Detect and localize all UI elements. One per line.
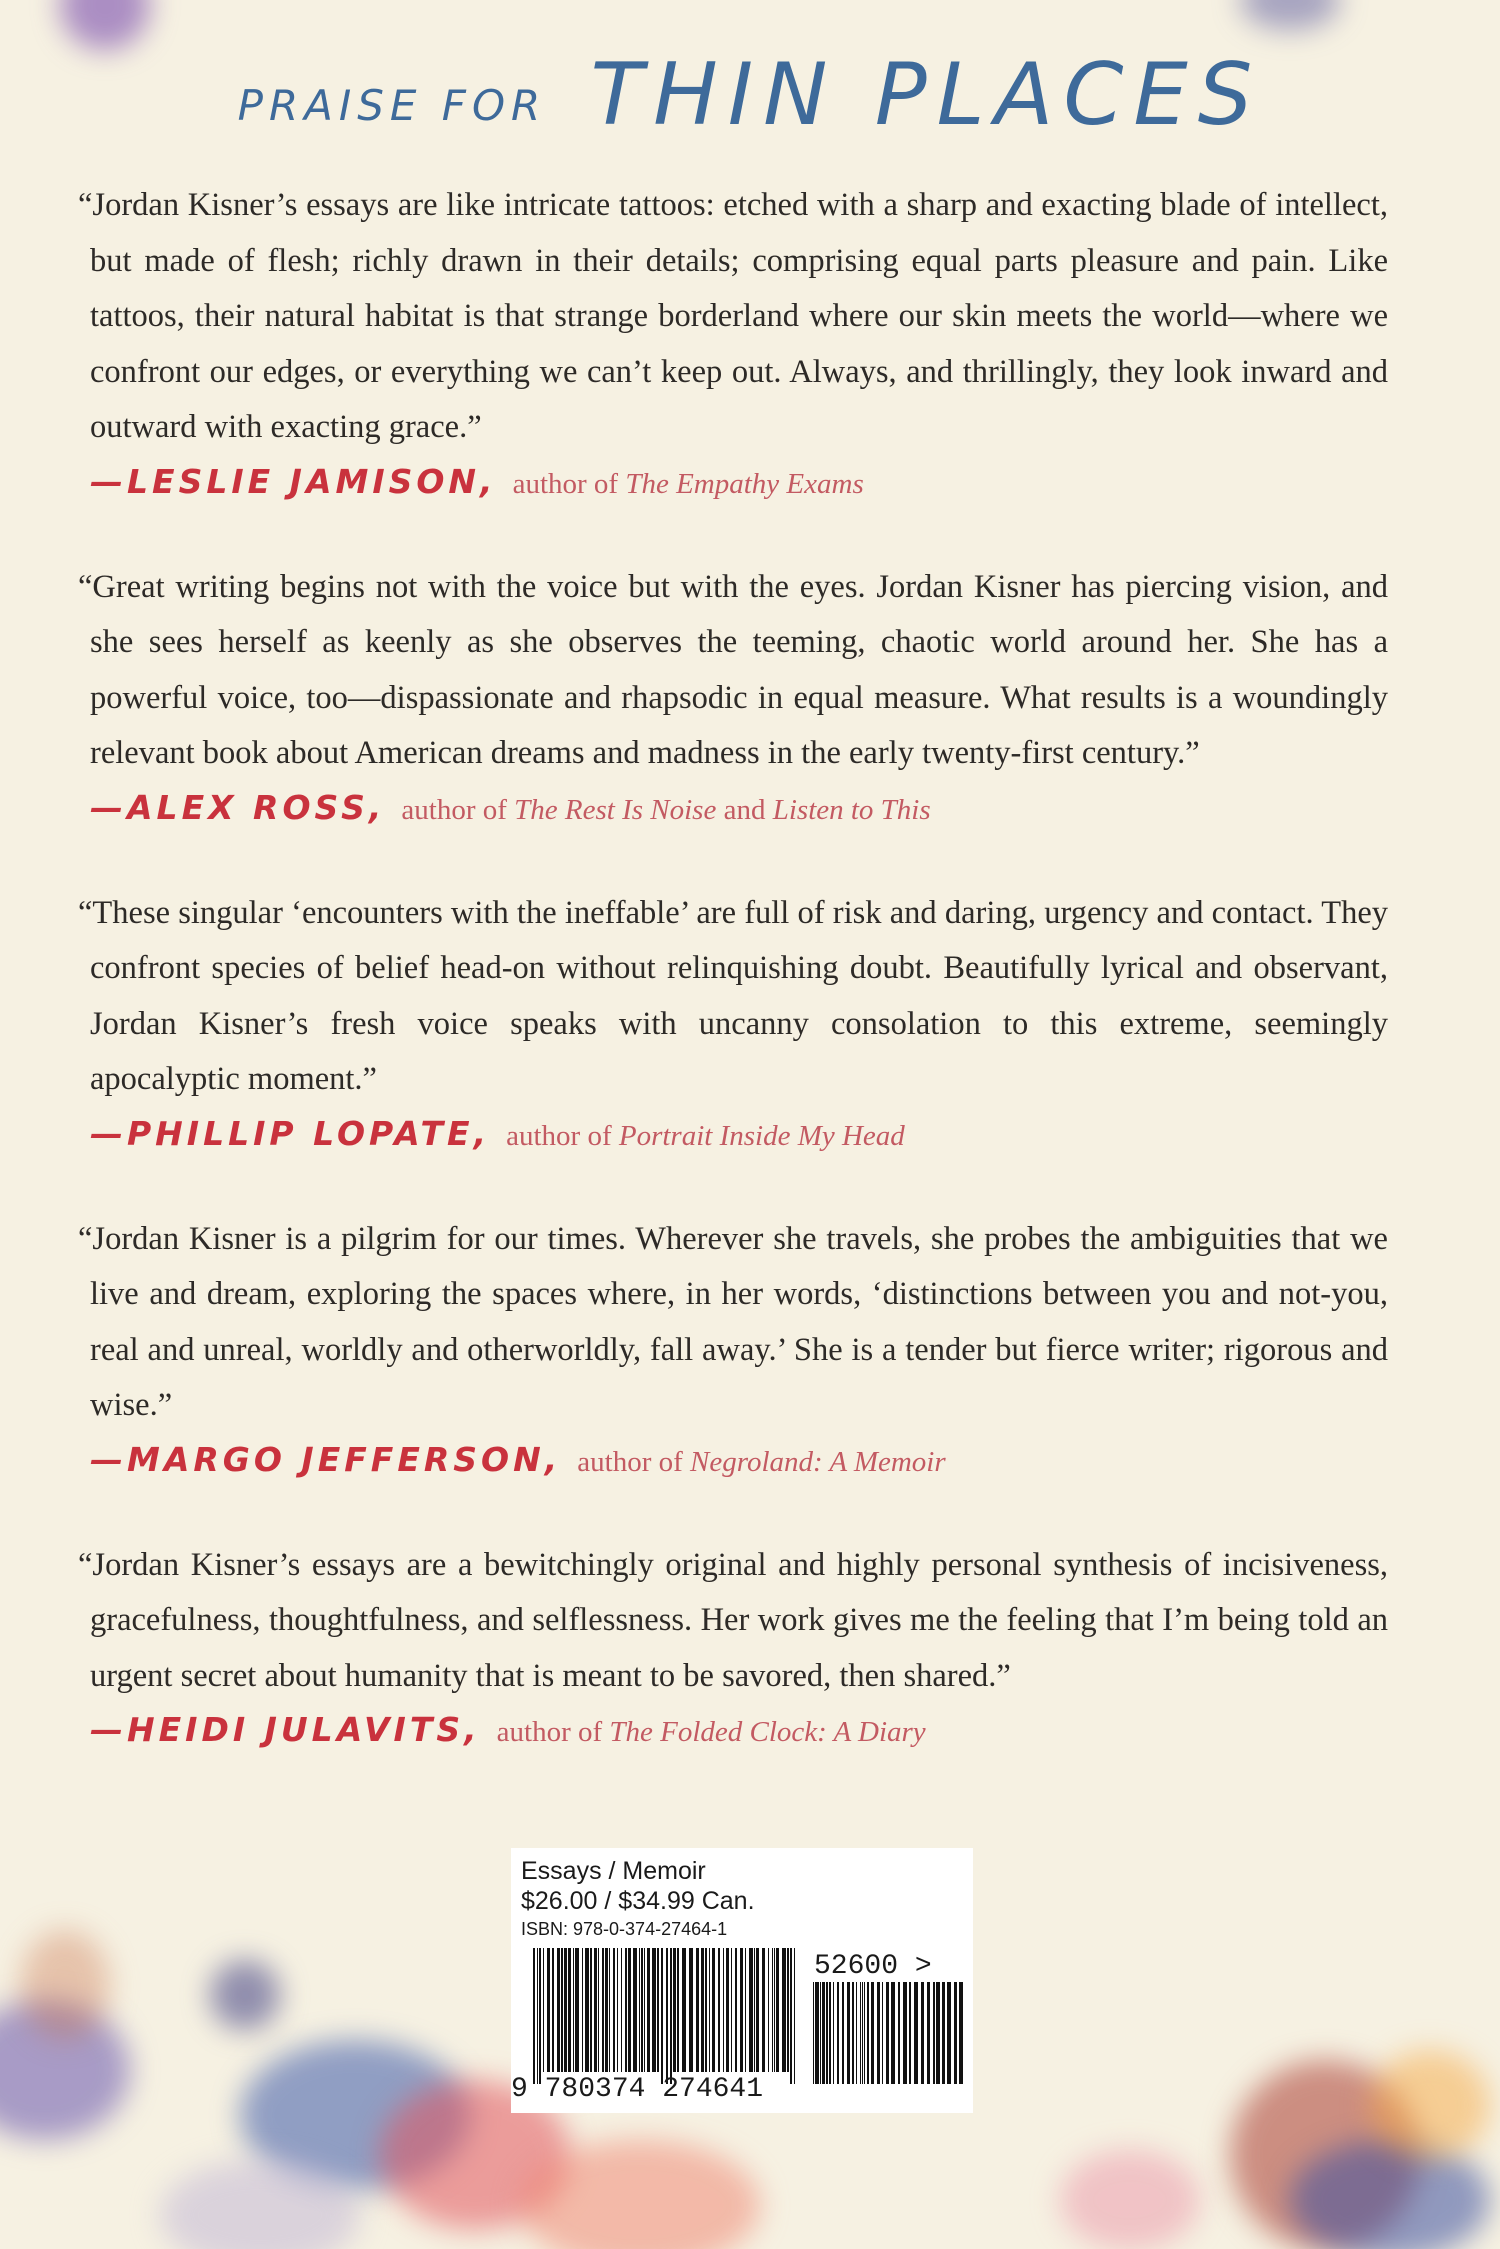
attribution-author-of: author of — [401, 793, 507, 826]
barcode-digits: 9 780374 274641 — [511, 2074, 764, 2105]
ink-blot — [1370, 2050, 1490, 2160]
attribution-name: —HEIDI JULAVITS, — [90, 1710, 481, 1749]
barcode-bar — [617, 1948, 618, 2072]
attribution-works — [514, 794, 931, 826]
attribution-name: —LESLIE JAMISON, — [90, 461, 497, 501]
attribution-credit — [506, 1120, 905, 1152]
barcode-bar — [749, 1948, 753, 2072]
barcode-bar — [756, 1948, 759, 2072]
book-title: Portrait Inside My Head — [618, 1119, 905, 1152]
quote-text: “Jordan Kisner’s essays are like intricate tattoos: etched with a sharp and exacting blade of intellect, but made of flesh; richly drawn in their details; comprising equal parts pleasure and pain. Like tattoos, their natural habitat is that strange borderland where our skin meets the world—where we confront our edges, or everything we can’t keep out. Always, and thrillingly, they look inward and outward with exacting grace.” — [78, 187, 1388, 445]
attribution-credit — [577, 1446, 945, 1478]
barcode-bar — [877, 1982, 880, 2084]
attribution-author-of: author of — [512, 467, 619, 500]
barcode-bar — [794, 1948, 795, 2084]
barcode-bar — [768, 1948, 769, 2072]
heading-title: THIN PLACES — [590, 45, 1263, 145]
attribution — [90, 458, 1388, 513]
ink-blot — [1060, 2150, 1200, 2249]
book-title: Negroland: A Memoir — [690, 1445, 946, 1478]
book-title: The Empathy Exams — [625, 467, 864, 500]
barcode-bar — [829, 1982, 831, 2084]
barcode-bar — [543, 1948, 544, 2072]
barcode-bar — [670, 1948, 672, 2084]
barcode-bar — [776, 1948, 779, 2072]
quote-text: “Great writing begins not with the voice but with the eyes. Jordan Kisner has piercing vision, and she sees herself as keenly as she observes the teeming, chaotic world around her. She has a powerful voice, too—dispassionate and rhapsodic in equal measure. What results is a woundingly relevant book about American dreams and madness in the early twenty-first century.” — [78, 568, 1388, 771]
price-addon-code: 52600 > — [814, 1951, 932, 1982]
barcode-bar — [927, 1982, 930, 2084]
barcode-bar — [942, 1982, 945, 2084]
barcode-bar — [740, 1948, 743, 2072]
barcode-bar — [657, 1948, 659, 2072]
barcode-bar — [557, 1948, 560, 2072]
barcode-bar — [723, 1948, 724, 2072]
barcode-bar — [842, 1982, 844, 2084]
ink-blot — [60, 0, 150, 50]
barcode-bar — [585, 1948, 589, 2072]
quote-block — [78, 178, 1388, 513]
barcode-bar — [701, 1948, 704, 2072]
quote-block — [78, 886, 1388, 1165]
barcode-panel — [511, 1848, 973, 2113]
barcode-bar — [598, 1948, 599, 2072]
attribution-connector: and — [716, 793, 773, 826]
barcode-bar — [709, 1948, 710, 2072]
barcode-bar — [582, 1948, 583, 2072]
quote-text: “Jordan Kisner is a pilgrim for our times. Wherever she travels, she probes the ambiguities that we live and dream, exploring the spaces where, in her words, ‘distinctions between you and not-you, real and unreal, worldly and otherworldly, fall away.’ She is a tender but fierce writer; rigorous and wise.” — [78, 1220, 1388, 1423]
isbn-label: ISBN: 978-0-374-27464-1 — [521, 1919, 728, 1939]
quote-text: “These singular ‘encounters with the ineffable’ are full of risk and daring, urgency and contact. They confront species of belief head-on without relinquishing doubt. Beautifully lyrical and observant, Jordan Kisner’s fresh voice speaks with uncanny consolation to this extreme, seemingly apocalyptic moment.” — [78, 894, 1388, 1097]
barcode-bar — [847, 1982, 850, 2084]
barcode-bar — [533, 1948, 535, 2084]
barcode-bar — [689, 1948, 693, 2072]
attribution-name: —PHILLIP LOPATE, — [90, 1113, 491, 1153]
barcode-bar — [726, 1948, 729, 2072]
attribution — [90, 784, 1388, 839]
barcode-bar — [852, 1982, 854, 2084]
barcode-bar — [862, 1982, 863, 2084]
attribution-works — [690, 1446, 946, 1478]
barcode-bar — [673, 1948, 676, 2072]
book-category: Essays / Memoir — [521, 1857, 706, 1885]
barcode-bar — [661, 1948, 663, 2084]
barcode-bar — [914, 1982, 918, 2084]
quote-text: “Jordan Kisner’s essays are a bewitchingly original and highly personal synthesis of incisiveness, gracefulness, thoughtfulness, and selflessness. Her work gives me the feeling that I’m being told an urgent secret about humanity that is meant to be savored, then shared.” — [78, 1546, 1388, 1694]
barcode-bar — [568, 1948, 571, 2072]
attribution-name: —MARGO JEFFERSON, — [90, 1439, 562, 1479]
barcode-bar — [537, 1948, 538, 2084]
praise-quotes — [78, 178, 1388, 1808]
barcode-bar — [772, 1948, 773, 2072]
barcode-bar — [867, 1982, 869, 2084]
barcode-bar — [705, 1948, 707, 2072]
attribution-credit — [513, 468, 864, 500]
attribution-name: —ALEX ROSS, — [90, 787, 386, 827]
barcode-bar — [787, 1948, 789, 2072]
barcode-bar — [547, 1948, 550, 2072]
barcode-bar — [639, 1948, 640, 2072]
book-price: $26.00 / $34.99 Can. — [521, 1887, 755, 1915]
barcode-bar — [552, 1948, 554, 2072]
barcode-bar — [909, 1982, 911, 2084]
ink-blot — [20, 1930, 110, 2040]
barcode-bar — [815, 1982, 819, 2084]
barcode-bar — [609, 1948, 610, 2072]
barcode-bar — [644, 1948, 645, 2072]
barcode-bar — [762, 1948, 765, 2072]
barcode-bar — [564, 1948, 567, 2072]
barcode-bar — [860, 1982, 861, 2084]
ink-blot — [1240, 0, 1340, 30]
barcode-bar — [539, 1948, 541, 2084]
attribution-works — [619, 1120, 905, 1152]
barcode-bar — [712, 1948, 715, 2072]
barcode-bar — [891, 1982, 895, 2084]
barcode-bar — [573, 1948, 574, 2072]
barcode-bar — [682, 1948, 686, 2072]
barcode-bar — [820, 1982, 821, 2084]
barcode-bar — [782, 1948, 786, 2072]
book-title: Listen to This — [772, 793, 931, 826]
barcode-bar — [605, 1948, 608, 2072]
barcode-bar — [871, 1982, 874, 2084]
barcode-bar — [790, 1948, 792, 2084]
book-title: The Folded Clock: A Diary — [609, 1716, 926, 1748]
attribution-credit — [497, 1716, 926, 1748]
barcode-bar — [826, 1982, 828, 2084]
barcode-bar — [833, 1982, 834, 2084]
barcode-bar — [856, 1982, 857, 2084]
attribution-works — [625, 468, 863, 500]
barcode-bar — [628, 1948, 631, 2072]
barcode-bar — [936, 1982, 940, 2084]
barcode-bar — [647, 1948, 650, 2072]
heading-prefix: PRAISE FOR — [237, 81, 547, 130]
barcode-bar — [774, 1948, 775, 2072]
barcode-bar — [864, 1982, 865, 2084]
barcode-bar — [754, 1948, 755, 2072]
praise-heading — [0, 45, 1500, 145]
barcode-bar — [621, 1948, 622, 2072]
barcode-bar — [677, 1948, 679, 2072]
attribution-works — [609, 1716, 925, 1748]
barcode-bar — [933, 1982, 935, 2084]
barcode-bar — [696, 1948, 699, 2072]
ink-blot — [1290, 2140, 1490, 2249]
barcode-bar — [613, 1948, 615, 2072]
barcode-bar — [602, 1948, 604, 2072]
ink-blot — [210, 1960, 280, 2030]
barcode-bar — [652, 1948, 656, 2072]
barcode-bar — [813, 1982, 814, 2084]
barcode-bar — [561, 1948, 563, 2072]
barcode-bar — [745, 1948, 746, 2072]
barcode-bar — [731, 1948, 732, 2072]
barcode-bar — [718, 1948, 720, 2072]
barcode-bar — [959, 1982, 963, 2084]
barcode-bar — [590, 1948, 592, 2072]
attribution-credit — [401, 794, 930, 826]
barcode-bar — [898, 1982, 900, 2084]
attribution-author-of: author of — [496, 1716, 603, 1748]
barcode-bar — [666, 1948, 668, 2084]
barcode-bar — [633, 1948, 637, 2072]
barcode-bar — [594, 1948, 597, 2072]
barcode-bar — [921, 1982, 924, 2084]
barcode-bar — [625, 1948, 627, 2072]
barcode-bar — [575, 1948, 579, 2072]
attribution-author-of: author of — [506, 1119, 612, 1152]
barcode-bar — [822, 1982, 825, 2084]
quote-block — [78, 1212, 1388, 1491]
attribution — [90, 1706, 1388, 1761]
barcode-bar — [837, 1982, 839, 2084]
barcode-bar — [954, 1982, 957, 2084]
attribution-author-of: author of — [577, 1445, 683, 1478]
quote-block — [78, 1538, 1388, 1762]
barcode-bar — [641, 1948, 643, 2072]
barcode-bar — [886, 1982, 889, 2084]
barcode-bar — [735, 1948, 737, 2072]
barcode-bar — [882, 1982, 883, 2084]
quote-block — [78, 560, 1388, 839]
barcode-bar — [947, 1982, 951, 2084]
book-title: The Rest Is Noise — [514, 793, 717, 826]
attribution — [90, 1436, 1388, 1491]
attribution — [90, 1110, 1388, 1165]
barcode-bar — [903, 1982, 907, 2084]
